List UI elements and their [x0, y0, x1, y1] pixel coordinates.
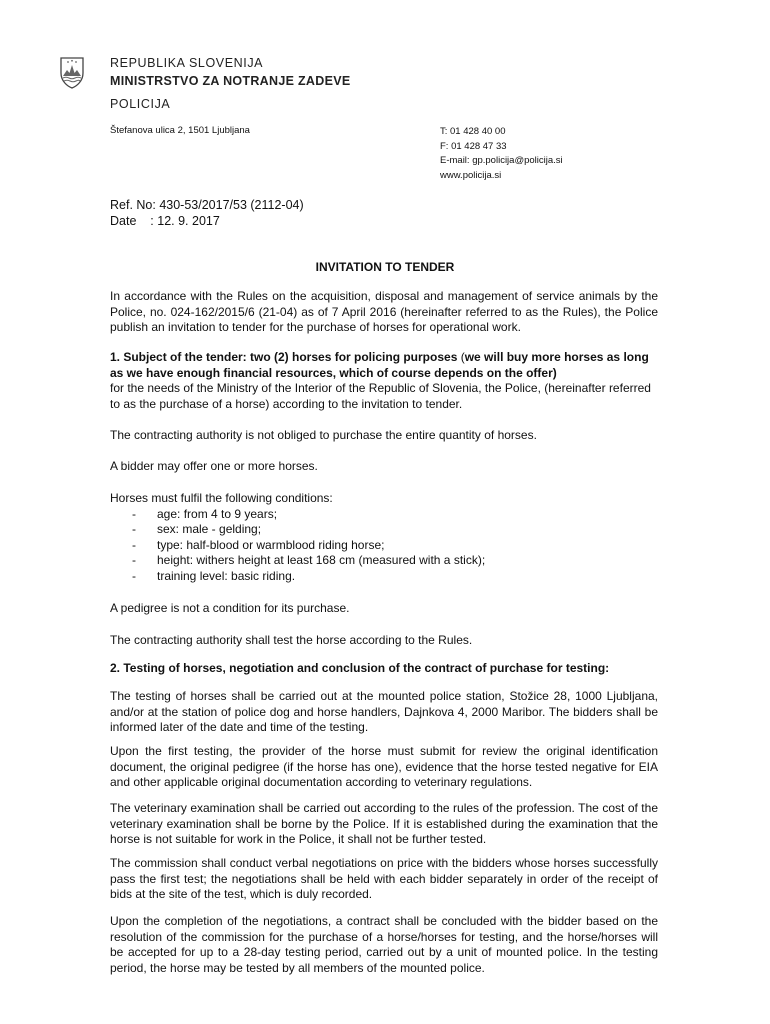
sender-address: Štefanova ulica 2, 1501 Ljubljana — [110, 125, 250, 136]
police-heading: POLICIJA — [110, 97, 171, 111]
republic-heading: REPUBLIKA SLOVENIJA — [110, 56, 264, 70]
testing-place-paragraph: The testing of horses shall be carried out at the mounted police station, Stožice 28, 1000 Ljubljana, and/or at the station of police dog and horse handlers, Dajnkova 4, 2000 Maribor. The bidders shall be informed later of the date and time of the testing. — [110, 689, 658, 735]
slovenia-coat-of-arms-icon — [60, 57, 84, 89]
fax-number: F: 01 428 47 33 — [440, 140, 507, 152]
section1-heading — [110, 350, 658, 412]
website-link[interactable]: www.policija.si — [440, 169, 502, 181]
negotiations-paragraph: The commission shall conduct verbal negotiations on price with the bidders whose horses successfully pass the first test; the negotiations shall be held with each bidder separately in order of the receipt of bids at the site of the test, which is duly recorded. — [110, 856, 658, 902]
conditions-block — [110, 491, 658, 585]
not-obliged-paragraph: The contracting authority is not obliged to purchase the entire quantity of horses. — [110, 428, 537, 442]
condition-item: - height: withers height at least 168 cm (measured with a stick); — [110, 553, 658, 569]
ministry-heading: MINISTRSTVO ZA NOTRANJE ZADEVE — [110, 74, 351, 88]
condition-item: - sex: male - gelding; — [110, 522, 658, 538]
condition-item: - age: from 4 to 9 years; — [110, 507, 658, 523]
vet-exam-paragraph: The veterinary examination shall be carried out according to the rules of the profession. The cost of the veterinary examination shall be borne by the Police. If it is established during the examination that the horse is not suitable for work in the Police, it shall not be further tested. — [110, 801, 658, 847]
reference-block — [110, 198, 304, 229]
reference-number: Ref. No: 430-53/2017/53 (2112-04) — [110, 198, 304, 212]
section2-heading: 2. Testing of horses, negotiation and conclusion of the contract of purchase for testing: — [110, 661, 610, 675]
intro-paragraph: In accordance with the Rules on the acquisition, disposal and management of service animals by the Police, no. 024-162/2015/6 (21-04) as of 7 April 2016 (hereinafter referred to as the Rules), the Police publish an invitation to tender for the purchase of horses for operational work. — [110, 289, 658, 335]
first-testing-paragraph: Upon the first testing, the provider of the horse must submit for review the original identification document, the original pedigree (if the horse has one), evidence that the horse tested negative for EIA and other applicable original documentation according to veterinary regulations. — [110, 744, 658, 790]
conditions-list — [110, 507, 658, 585]
condition-item: - training level: basic riding. — [110, 569, 658, 585]
section1-heading-note: we will buy more horses as long as we have enough financial resources, which of course depends on the offer) — [110, 350, 649, 380]
section1-text: for the needs of the Ministry of the Interior of the Republic of Slovenia, the Police, (hereinafter referred to as the purchase of a horse) according to the invitation to tender. — [110, 381, 651, 411]
document-date: Date : 12. 9. 2017 — [110, 213, 220, 228]
conditions-intro: Horses must fulfil the following conditions: — [110, 491, 333, 505]
email-address[interactable]: E-mail: gp.policija@policija.si — [440, 155, 563, 166]
phone-number: T: 01 428 40 00 — [440, 126, 506, 137]
pedigree-paragraph: A pedigree is not a condition for its purchase. — [110, 601, 350, 615]
test-rules-paragraph: The contracting authority shall test the horse according to the Rules. — [110, 633, 473, 647]
section1-heading-main: 1. Subject of the tender: two (2) horses for policing purposes — [110, 350, 458, 364]
section1-heading-paren: ( — [457, 350, 465, 364]
bidder-offer-paragraph: A bidder may offer one or more horses. — [110, 459, 318, 473]
condition-item: - type: half-blood or warmblood riding horse; — [110, 538, 658, 554]
contact-block — [440, 125, 563, 183]
completion-paragraph: Upon the completion of the negotiations, a contract shall be concluded with the bidder based on the resolution of the commission for the purchase of a horse/horses for testing, and the horse/horses will be accepted for up to a 28-day testing period, carried out by a unit of mounted police. In the testing period, the horse may be tested by all members of the mounted police. — [110, 914, 658, 975]
document-title: INVITATION TO TENDER — [315, 260, 455, 274]
